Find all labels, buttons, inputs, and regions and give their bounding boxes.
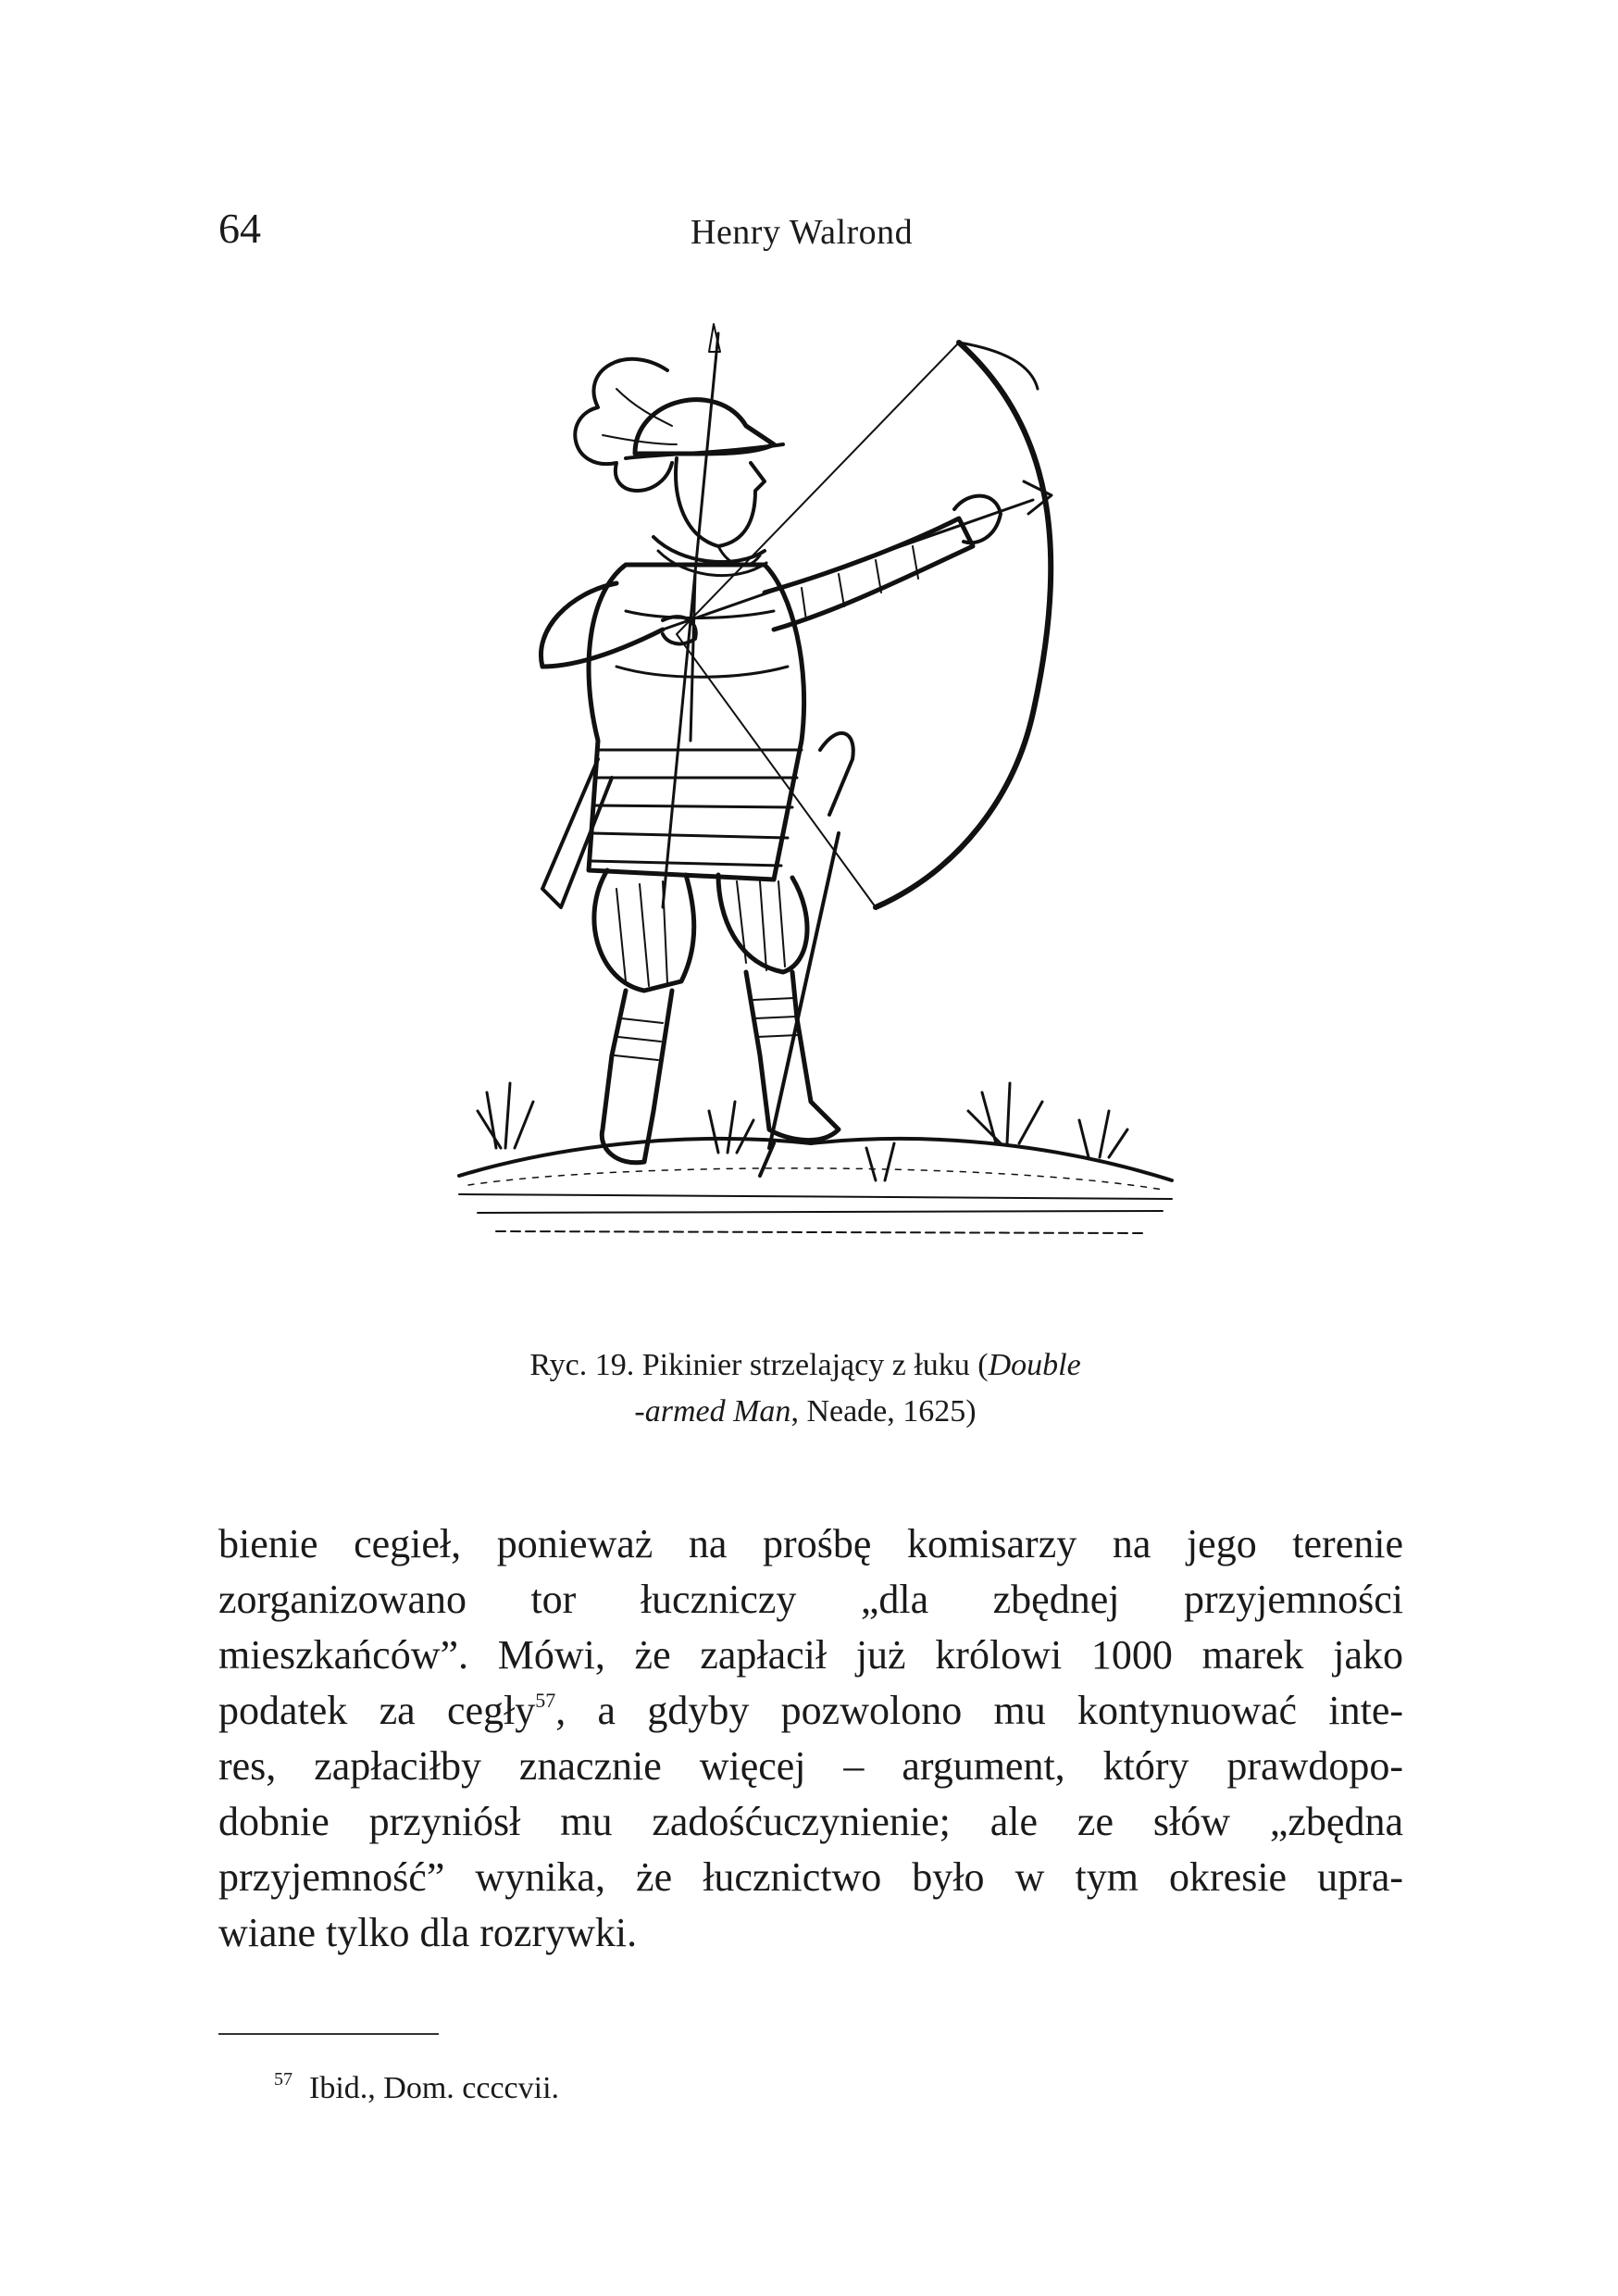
body-line-6: dobnie przyniósł mu zadośćuczynienie; ale ze słów „zbędna bbox=[218, 1799, 1403, 1844]
running-header-author: Henry Walrond bbox=[691, 213, 914, 252]
caption-title-part-1: Double bbox=[988, 1348, 1081, 1382]
caption-title-part-2: -armed Man bbox=[634, 1394, 791, 1429]
caption-line-1-prefix: Ryc. 19. Pikinier strzelający z łuku ( bbox=[529, 1348, 989, 1382]
body-line-1: bienie cegieł, ponieważ na prośbę komisarzy na jego terenie bbox=[218, 1521, 1403, 1566]
body-line-4 bbox=[218, 1683, 1403, 1739]
body-line-5: res, zapłaciłby znacznie więcej – argument, który prawdopo- bbox=[218, 1743, 1403, 1789]
page-number: 64 bbox=[218, 205, 261, 252]
footnote-number: 57 bbox=[274, 2069, 292, 2090]
footnote-reference-57[interactable]: 57 bbox=[535, 1689, 556, 1712]
figure-caption bbox=[407, 1342, 1203, 1435]
body-line-7: przyjemność” wynika, że łucznictwo było w tym okresie upra- bbox=[218, 1854, 1403, 1900]
footnote-57 bbox=[274, 2070, 559, 2107]
caption-line-2 bbox=[407, 1389, 1203, 1435]
woodcut-illustration-archer bbox=[441, 315, 1181, 1296]
body-line-8: wiane tylko dla rozrywki. bbox=[218, 1910, 638, 1955]
caption-line-2-suffix: , Neade, 1625) bbox=[790, 1394, 977, 1429]
caption-line-1 bbox=[407, 1342, 1203, 1389]
body-line-2: zorganizowano tor łuczniczy „dla zbędnej przyjemności bbox=[218, 1577, 1403, 1622]
footnote-text: Ibid., Dom. ccccvii. bbox=[309, 2071, 560, 2105]
body-line-3: mieszkańców”. Mówi, że zapłacił już królowi 1000 marek jako bbox=[218, 1632, 1403, 1678]
body-line-4-start: podatek za cegły bbox=[218, 1688, 536, 1733]
body-line-4-end: , a gdyby pozwolono mu kontynuować inte- bbox=[555, 1688, 1403, 1733]
body-paragraph bbox=[218, 1516, 1403, 1961]
footnote-divider bbox=[218, 2033, 439, 2035]
